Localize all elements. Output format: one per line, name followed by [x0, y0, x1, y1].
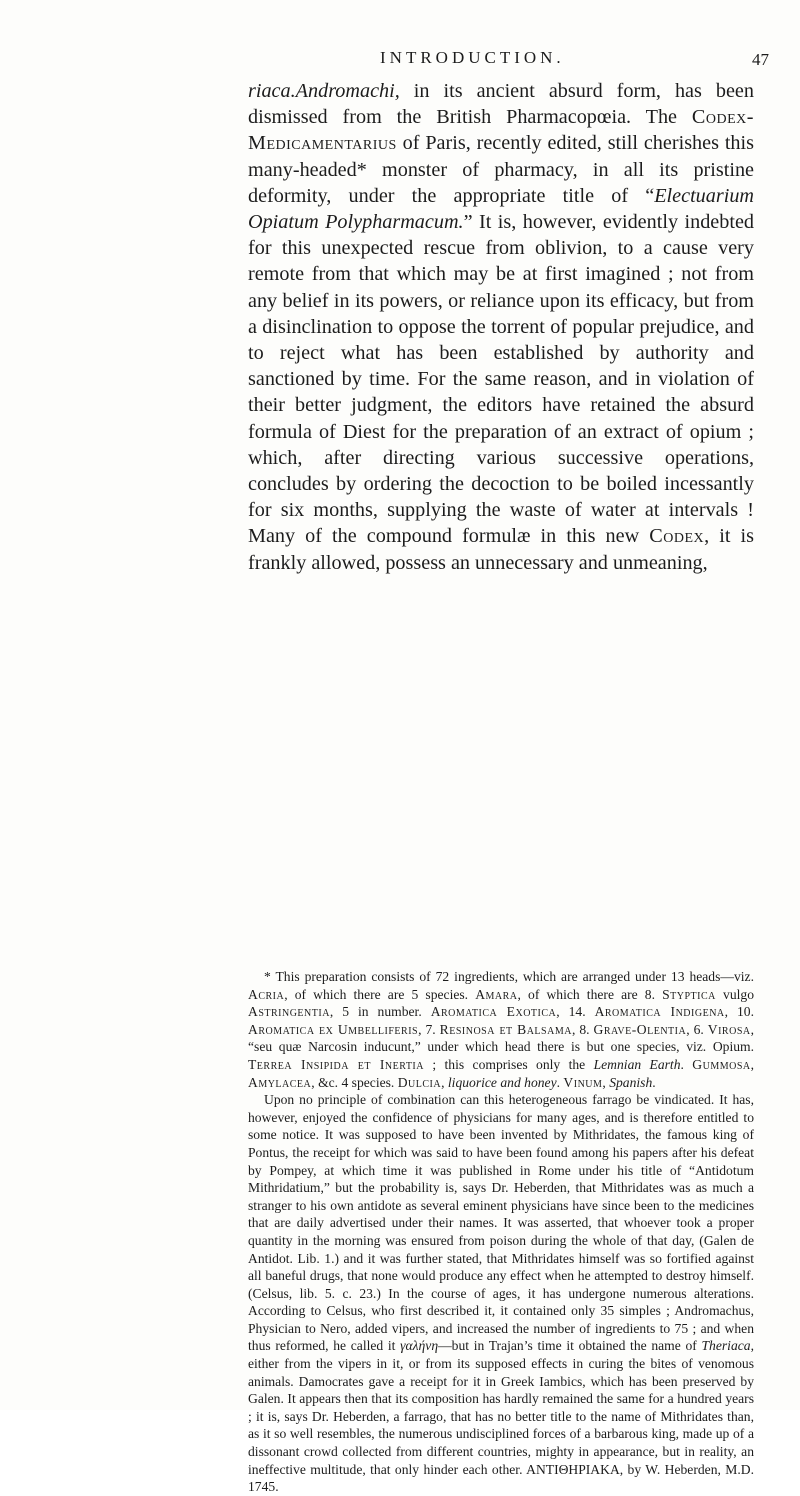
citation: ANTIΘHPIAKA, by W. Heberden, M.D. 1745. [248, 1461, 754, 1495]
text-run: , 5 in number. [329, 1004, 431, 1020]
text-run: , 10. [724, 1004, 754, 1020]
category-name: Vinum [563, 1074, 603, 1090]
category-name: Resinosa et Balsama [439, 1021, 572, 1037]
category-name: Grave-Olentia [593, 1021, 687, 1037]
category-name: Amylacea [248, 1074, 312, 1090]
text-run: , [602, 1074, 610, 1090]
main-paragraph [248, 78, 754, 576]
category-name: Acria [248, 986, 285, 1002]
text-run: , of which there are 8. [517, 986, 663, 1002]
text-run: . [556, 1074, 564, 1090]
text-run: , &c. 4 species. [311, 1074, 398, 1090]
category-name: Aromatica Exotica [430, 1004, 557, 1020]
footnote-paragraph-1 [248, 968, 754, 1091]
category-name: Virosa [707, 1021, 751, 1037]
footnote [248, 968, 754, 1496]
text-run: , 14. [556, 1004, 595, 1020]
italic-term: liquorice and honey [447, 1074, 557, 1090]
text-run: ; this comprises only the [424, 1056, 594, 1072]
text-run: , either from the vipers in it, or from its supposed effects in curing the bites of venomous animals. Damocrates gave a receipt for it in Greek Iambics, which has been preserved by Galen. It appears then that its composition has hardly remained the same for a hundred years ; it is, says Dr. Heberden, a farrago, that has no better title to the name of Mithridates than, as it so well resembles, the numerous undisciplined forces of a barbarous king, made up of a dissonant crowd collected from different countries, mighty in appearance, but in reality, an ineffective multitude, that only hinder each other. [248, 1338, 754, 1477]
text-run: , it is frankly allowed, possess an unnecessary and unmeaning, [248, 525, 754, 574]
text-run: . [680, 1056, 693, 1072]
page-number: 47 [752, 50, 769, 69]
category-name: Gummosa [692, 1056, 751, 1072]
italic-term: Theriaca [701, 1338, 751, 1354]
codex-word: Codex [649, 525, 705, 548]
greek-word: γαλήνη [400, 1338, 439, 1354]
text-run: of Paris, recently edited, still cherishes this many-headed* monster of pharmacy, in all its pristine deformity, under the appropriate title of “ [248, 132, 754, 207]
text-run: . [652, 1074, 656, 1090]
text-run: , of which there are 5 species. [284, 986, 476, 1002]
text-run: * This preparation consists of 72 ingredients, which are arranged under 13 heads—viz. [264, 969, 754, 984]
category-name: Styptica [662, 986, 716, 1002]
text-run: ” It is, however, evidently indebted for this unexpected rescue from oblivion, to a cause very remote from that which may be at first imagined ; not from any belief in its powers, or reliance upon its efficacy, but from a disinclination to oppose the torrent of popular prejudice, and to reject what has been established by authority and sanctioned by time. For the same reason, and in violation of their better judgment, the editors have retained the absurd formula of Diest for the preparation of an extract of opium ; which, after directing various successive operations, concludes by ordering the decoction to be boiled incessantly for six months, supplying the waste of water at intervals ! Many of the compound formulæ in this new [248, 211, 754, 548]
text-italic: Andromachi, [295, 80, 400, 102]
footnote-paragraph-2 [248, 1091, 754, 1496]
text-run: —but in Trajan’s time it obtained the name of [438, 1338, 702, 1354]
italic-term: Spanish [609, 1074, 653, 1090]
text-run: , [750, 1056, 755, 1072]
category-name: Aromatica ex Umbelliferis [248, 1021, 419, 1037]
text-run: , 6. [686, 1021, 708, 1037]
text-italic: riaca. [248, 80, 296, 102]
text-run: , “seu quæ Narcosin inducunt,” under which head there is but one species, viz. Opium. [248, 1021, 755, 1055]
category-name: Amara [475, 986, 518, 1002]
running-head [0, 48, 800, 78]
text-run: vulgo [715, 986, 754, 1002]
text-run: in its ancient absurd form, has been dismissed from the British Pharmacopœia. The [248, 80, 754, 129]
codex-title: Codex-Medicamentarius [248, 106, 754, 155]
formula-title: Electuarium Opiatum Polypharmacum. [248, 184, 754, 234]
category-name: Dulcia [397, 1074, 442, 1090]
category-name: Astringentia [248, 1004, 330, 1020]
text-run: , 8. [571, 1021, 594, 1037]
category-name: Aromatica Indigena [594, 1004, 725, 1020]
text-run: Upon no principle of combination can this heterogeneous farrago be vindicated. It has, however, enjoyed the confidence of physicians for many ages, and is therefore entitled to some notice. It was supposed to have been invented by Mithridates, the famous king of Pontus, the receipt for which was said to have been found among his papers after his defeat by Pompey, at which time it was published in Rome under his title of “Antidotum Mithridatium,” but the probability is, says Dr. Heberden, that Mithridates was as much a stranger to his own antidote as several eminent physicians have since been to the medicines that are daily advertised under their names. It was asserted, that whoever took a proper quantity in the morning was ensured from poison during the whole of that day, (Galen de Antidot. Lib. 1.) and it was further stated, that Mithridates himself was so fortified against all baneful drugs, that none would produce any effect when he attempted to destroy himself. (Celsus, lib. 5. c. 23.) In the course of ages, it has undergone numerous alterations. According to Celsus, who first described it, it contained only 35 simples ; Andromachus, Physician to Nero, added vipers, and increased the number of ingredients to 75 ; and when thus reformed, he called it [248, 1092, 754, 1354]
text-run: , [441, 1074, 448, 1090]
category-name: Terrea Insipida et Inertia [248, 1056, 424, 1072]
italic-term: Lemnian Earth [593, 1056, 681, 1072]
running-title: INTRODUCTION. [380, 48, 565, 67]
text-run: , 7. [418, 1021, 440, 1037]
